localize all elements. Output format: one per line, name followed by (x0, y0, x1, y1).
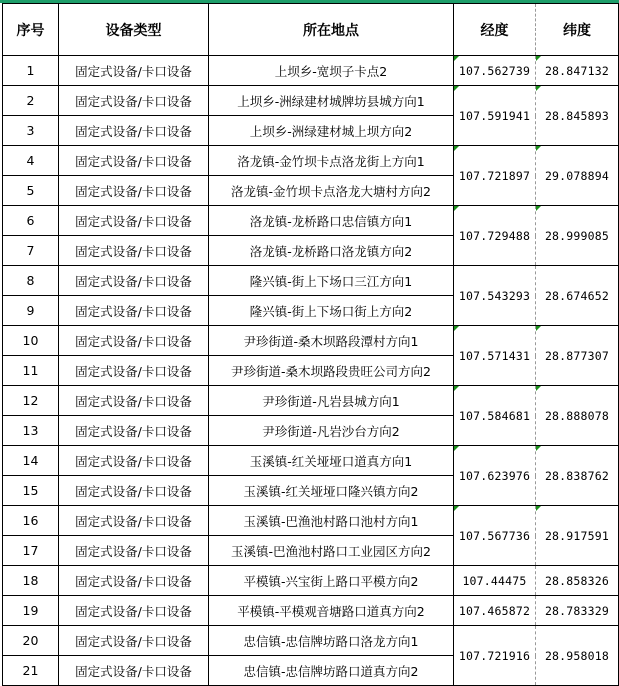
cell-type[interactable]: 固定式设备/卡口设备 (59, 656, 209, 686)
cell-type[interactable]: 固定式设备/卡口设备 (59, 326, 209, 356)
table-row (3, 506, 619, 536)
lat-value: 28.999085 (544, 228, 610, 243)
number-as-text-indicator-icon (536, 56, 541, 61)
table-row (3, 446, 619, 476)
header-lon[interactable]: 经度 (454, 4, 536, 56)
cell-type[interactable]: 固定式设备/卡口设备 (59, 566, 209, 596)
header-lat[interactable]: 纬度 (536, 4, 619, 56)
number-as-text-indicator-icon (454, 206, 459, 211)
cell-type[interactable]: 固定式设备/卡口设备 (59, 356, 209, 386)
number-as-text-indicator-icon (454, 86, 459, 91)
cell-index[interactable]: 14 (3, 446, 59, 476)
cell-type[interactable]: 固定式设备/卡口设备 (59, 476, 209, 506)
cell-lat[interactable] (536, 386, 619, 446)
cell-type[interactable]: 固定式设备/卡口设备 (59, 116, 209, 146)
number-as-text-indicator-icon (454, 326, 459, 331)
cell-type[interactable]: 固定式设备/卡口设备 (59, 146, 209, 176)
cell-lon[interactable] (454, 206, 536, 266)
lon-value: 107.543293 (458, 288, 531, 303)
cell-index[interactable]: 8 (3, 266, 59, 296)
cell-type[interactable]: 固定式设备/卡口设备 (59, 296, 209, 326)
table-row (3, 626, 619, 656)
cell-lat[interactable] (536, 596, 619, 626)
table-row (3, 146, 619, 176)
cell-type[interactable]: 固定式设备/卡口设备 (59, 86, 209, 116)
cell-index[interactable]: 11 (3, 356, 59, 386)
cell-place[interactable]: 洛龙镇-金竹坝卡点洛龙大塘村方向2 (209, 176, 454, 206)
cell-place[interactable]: 尹珍街道-桑木坝路段潭村方向1 (209, 326, 454, 356)
number-as-text-indicator-icon (454, 56, 459, 61)
lat-value: 28.858326 (544, 573, 610, 588)
cell-index[interactable]: 16 (3, 506, 59, 536)
cell-index[interactable]: 9 (3, 296, 59, 326)
cell-type[interactable]: 固定式设备/卡口设备 (59, 596, 209, 626)
number-as-text-indicator-icon (536, 146, 541, 151)
cell-lat[interactable] (536, 56, 619, 86)
table-row (3, 206, 619, 236)
number-as-text-indicator-icon (536, 446, 541, 451)
cell-place[interactable]: 平模镇-平模观音塘路口道真方向2 (209, 596, 454, 626)
header-index[interactable]: 序号 (3, 4, 59, 56)
cell-place[interactable]: 上坝乡-洲绿建材城上坝方向2 (209, 116, 454, 146)
number-as-text-indicator-icon (536, 206, 541, 211)
table-row (3, 386, 619, 416)
cell-lon[interactable] (454, 386, 536, 446)
cell-lat[interactable] (536, 446, 619, 506)
number-as-text-indicator-icon (454, 146, 459, 151)
cell-index[interactable]: 20 (3, 626, 59, 656)
cell-lat[interactable] (536, 326, 619, 386)
cell-type[interactable]: 固定式设备/卡口设备 (59, 386, 209, 416)
lon-value: 107.623976 (458, 468, 531, 483)
lat-value: 28.877307 (544, 348, 610, 363)
cell-lon[interactable] (454, 596, 536, 626)
cell-place[interactable]: 洛龙镇-龙桥路口忠信镇方向1 (209, 206, 454, 236)
cell-type[interactable]: 固定式设备/卡口设备 (59, 506, 209, 536)
number-as-text-indicator-icon (536, 386, 541, 391)
cell-index[interactable]: 5 (3, 176, 59, 206)
cell-type[interactable]: 固定式设备/卡口设备 (59, 536, 209, 566)
number-as-text-indicator-icon (454, 506, 459, 511)
cell-place[interactable]: 玉溪镇-红关垭垭口道真方向1 (209, 446, 454, 476)
lat-value: 28.888078 (544, 408, 610, 423)
cell-lon[interactable] (454, 146, 536, 206)
cell-index[interactable]: 7 (3, 236, 59, 266)
cell-place[interactable]: 上坝乡-洲绿建材城牌坊县城方向1 (209, 86, 454, 116)
number-as-text-indicator-icon (536, 326, 541, 331)
cell-lon[interactable] (454, 626, 536, 686)
lon-value: 107.567736 (458, 528, 531, 543)
cell-lat[interactable] (536, 266, 619, 326)
cell-index[interactable]: 3 (3, 116, 59, 146)
cell-lon[interactable] (454, 56, 536, 86)
cell-place[interactable]: 洛龙镇-龙桥路口洛龙镇方向2 (209, 236, 454, 266)
cell-index[interactable]: 1 (3, 56, 59, 86)
cell-place[interactable]: 上坝乡-宽坝子卡点2 (209, 56, 454, 86)
lon-value: 107.571431 (458, 348, 531, 363)
cell-lon[interactable] (454, 566, 536, 596)
cell-place[interactable]: 隆兴镇-街上下场口街上方向2 (209, 296, 454, 326)
cell-lat[interactable] (536, 146, 619, 206)
cell-place[interactable]: 玉溪镇-巴渔池村路口工业园区方向2 (209, 536, 454, 566)
cell-lon[interactable] (454, 266, 536, 326)
table-row (3, 566, 619, 596)
lat-value: 28.917591 (544, 528, 610, 543)
number-as-text-indicator-icon (536, 86, 541, 91)
cell-lat[interactable] (536, 206, 619, 266)
table-row (3, 326, 619, 356)
lon-value: 107.729488 (458, 228, 531, 243)
cell-index[interactable]: 18 (3, 566, 59, 596)
lon-value: 107.465872 (458, 603, 531, 618)
header-place[interactable]: 所在地点 (209, 4, 454, 56)
header-row (3, 4, 619, 56)
lat-value: 28.838762 (544, 468, 610, 483)
cell-lon[interactable] (454, 86, 536, 146)
table-row (3, 86, 619, 116)
lon-value: 107.44475 (462, 573, 527, 588)
cell-place[interactable]: 忠信镇-忠信牌坊路口洛龙方向1 (209, 626, 454, 656)
cell-lat[interactable] (536, 566, 619, 596)
cell-index[interactable]: 6 (3, 206, 59, 236)
cell-type[interactable]: 固定式设备/卡口设备 (59, 236, 209, 266)
cell-lon[interactable] (454, 326, 536, 386)
table-body (3, 56, 619, 686)
lon-value: 107.721897 (458, 168, 531, 183)
lat-value: 29.078894 (544, 168, 610, 183)
cell-type[interactable]: 固定式设备/卡口设备 (59, 176, 209, 206)
lon-value: 107.584681 (458, 408, 531, 423)
lat-value: 28.783329 (544, 603, 610, 618)
lat-value: 28.847132 (544, 63, 610, 78)
number-as-text-indicator-icon (536, 506, 541, 511)
cell-lon[interactable] (454, 446, 536, 506)
cell-lat[interactable] (536, 626, 619, 686)
cell-index[interactable]: 13 (3, 416, 59, 446)
cell-index[interactable]: 12 (3, 386, 59, 416)
cell-type[interactable]: 固定式设备/卡口设备 (59, 56, 209, 86)
cell-place[interactable]: 尹珍街道-凡岩沙台方向2 (209, 416, 454, 446)
cell-index[interactable]: 15 (3, 476, 59, 506)
cell-lon[interactable] (454, 506, 536, 566)
cell-place[interactable]: 玉溪镇-红关垭垭口隆兴镇方向2 (209, 476, 454, 506)
lat-value: 28.845893 (544, 108, 610, 123)
header-type[interactable]: 设备类型 (59, 4, 209, 56)
cell-place[interactable]: 尹珍街道-凡岩县城方向1 (209, 386, 454, 416)
number-as-text-indicator-icon (454, 386, 459, 391)
device-table (2, 3, 619, 686)
cell-type[interactable]: 固定式设备/卡口设备 (59, 626, 209, 656)
lon-value: 107.591941 (458, 108, 531, 123)
cell-place[interactable]: 忠信镇-忠信牌坊路口道真方向2 (209, 656, 454, 686)
table-row (3, 596, 619, 626)
cell-index[interactable]: 10 (3, 326, 59, 356)
cell-type[interactable]: 固定式设备/卡口设备 (59, 266, 209, 296)
cell-place[interactable]: 洛龙镇-金竹坝卡点洛龙街上方向1 (209, 146, 454, 176)
cell-index[interactable]: 21 (3, 656, 59, 686)
lon-value: 107.562739 (458, 63, 531, 78)
table-row (3, 266, 619, 296)
cell-index[interactable]: 19 (3, 596, 59, 626)
cell-place[interactable]: 隆兴镇-街上下场口三江方向1 (209, 266, 454, 296)
cell-place[interactable]: 玉溪镇-巴渔池村路口池村方向1 (209, 506, 454, 536)
cell-type[interactable]: 固定式设备/卡口设备 (59, 206, 209, 236)
cell-index[interactable]: 4 (3, 146, 59, 176)
cell-type[interactable]: 固定式设备/卡口设备 (59, 416, 209, 446)
number-as-text-indicator-icon (454, 446, 459, 451)
cell-lat[interactable] (536, 86, 619, 146)
cell-place[interactable]: 平模镇-兴宝街上路口平模方向2 (209, 566, 454, 596)
cell-index[interactable]: 2 (3, 86, 59, 116)
cell-place[interactable]: 尹珍街道-桑木坝路段贵旺公司方向2 (209, 356, 454, 386)
lon-value: 107.721916 (458, 648, 531, 663)
lat-value: 28.674652 (544, 288, 610, 303)
table-row (3, 56, 619, 86)
cell-index[interactable]: 17 (3, 536, 59, 566)
cell-lat[interactable] (536, 506, 619, 566)
cell-type[interactable]: 固定式设备/卡口设备 (59, 446, 209, 476)
lat-value: 28.958018 (544, 648, 610, 663)
